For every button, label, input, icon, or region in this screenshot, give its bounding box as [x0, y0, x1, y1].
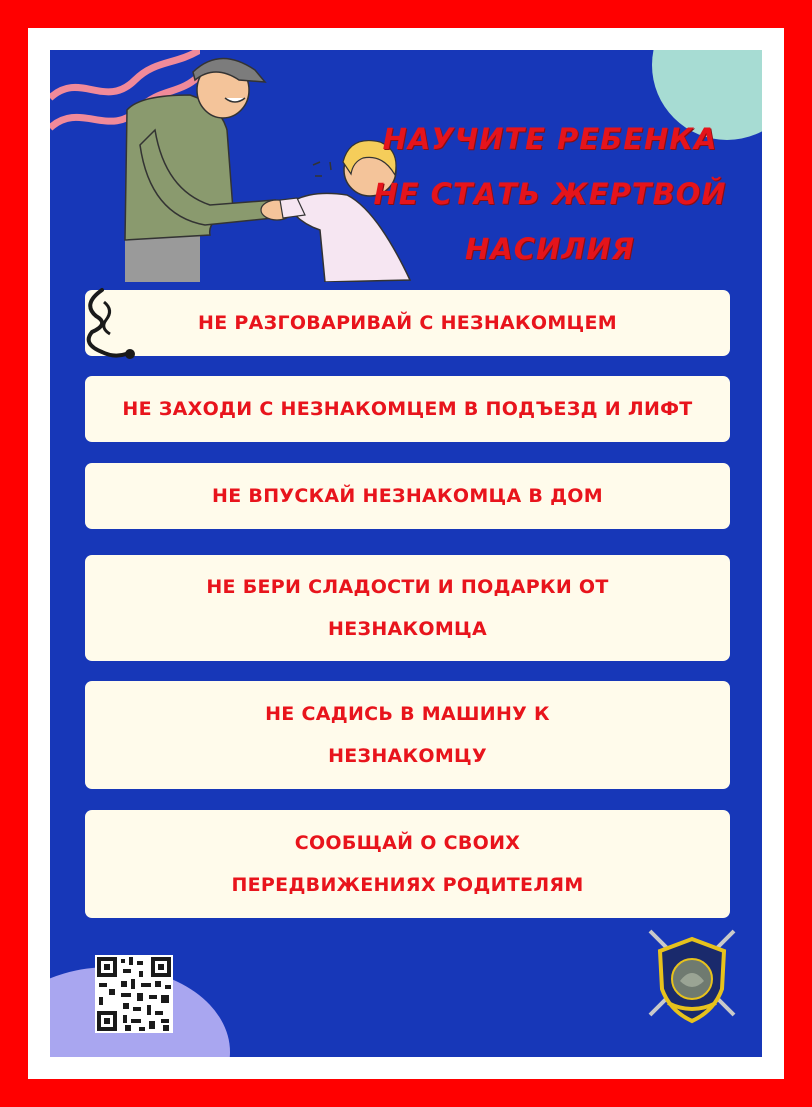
poster-headline	[350, 112, 750, 277]
rule-text: НЕ РАЗГОВАРИВАЙ С НЕЗНАКОМЦЕМ	[198, 312, 617, 334]
rule-card-6	[85, 810, 730, 918]
pen-curl-icon	[82, 282, 142, 362]
rule-text-line-1: СООБЩАЙ О СВОИХ	[294, 832, 521, 854]
headline-line-2: НЕ СТАТЬ ЖЕРТВОЙ	[373, 177, 727, 211]
rule-card-4	[85, 555, 730, 661]
rule-card-2	[85, 376, 730, 442]
rule-card-3	[85, 463, 730, 529]
rule-text: НЕ ЗАХОДИ С НЕЗНАКОМЦЕМ В ПОДЪЕЗД И ЛИФТ	[122, 398, 693, 420]
rule-text: НЕ ВПУСКАЙ НЕЗНАКОМЦА В ДОМ	[212, 485, 603, 507]
rule-text-line-1: НЕ САДИСЬ В МАШИНУ К	[265, 703, 550, 725]
rule-text-line-2: НЕЗНАКОМЦУ	[328, 745, 487, 767]
headline-line-1: НАУЧИТЕ РЕБЕНКА	[382, 122, 718, 156]
rule-text-line-1: НЕ БЕРИ СЛАДОСТИ И ПОДАРКИ ОТ	[206, 576, 609, 598]
rule-text-line-2: ПЕРЕДВИЖЕНИЯХ РОДИТЕЛЯМ	[231, 874, 584, 896]
headline-line-3: НАСИЛИЯ	[465, 232, 635, 266]
poster	[50, 50, 762, 1057]
rule-card-1	[85, 290, 730, 356]
qr-code[interactable]	[95, 955, 173, 1033]
investigative-committee-emblem	[642, 925, 742, 1025]
rule-text-line-2: НЕЗНАКОМЦА	[328, 618, 487, 640]
rule-card-5	[85, 681, 730, 789]
